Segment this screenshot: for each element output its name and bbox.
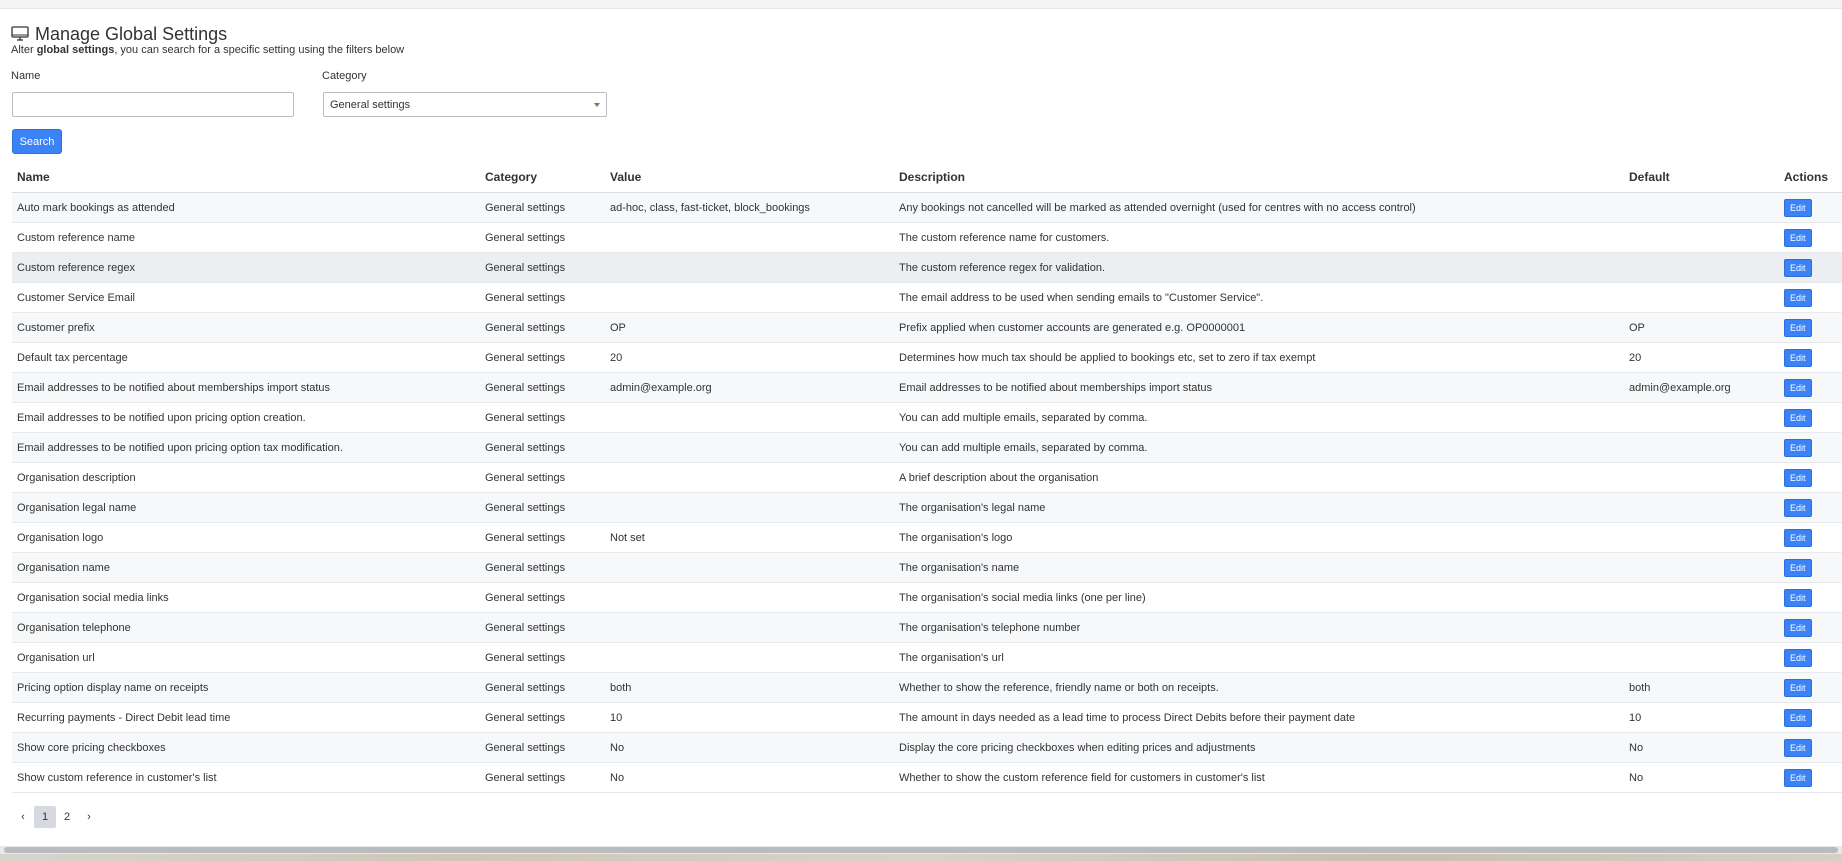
cell-name: Auto mark bookings as attended: [12, 193, 480, 223]
cell-description: Any bookings not cancelled will be marked as attended overnight (used for centres with no access control): [894, 193, 1624, 223]
cell-value: [605, 403, 894, 433]
edit-button[interactable]: Edit: [1784, 319, 1812, 337]
edit-button[interactable]: Edit: [1784, 469, 1812, 487]
cell-category: General settings: [480, 463, 605, 493]
cell-value: [605, 643, 894, 673]
table-row: [12, 253, 1842, 283]
cell-actions: [1779, 343, 1842, 373]
cell-actions: [1779, 223, 1842, 253]
pagination: [12, 806, 100, 828]
edit-button[interactable]: Edit: [1784, 619, 1812, 637]
cell-category: General settings: [480, 283, 605, 313]
cell-actions: [1779, 253, 1842, 283]
cell-description: The amount in days needed as a lead time to process Direct Debits before their payment date: [894, 703, 1624, 733]
horizontal-scrollbar[interactable]: [0, 846, 1842, 854]
cell-default: [1624, 583, 1779, 613]
cell-description: Prefix applied when customer accounts are generated e.g. OP0000001: [894, 313, 1624, 343]
cell-description: Determines how much tax should be applied to bookings etc, set to zero if tax exempt: [894, 343, 1624, 373]
cell-default: [1624, 613, 1779, 643]
cell-category: General settings: [480, 313, 605, 343]
cell-category: General settings: [480, 403, 605, 433]
cell-value: Not set: [605, 523, 894, 553]
cell-category: General settings: [480, 673, 605, 703]
cell-description: You can add multiple emails, separated by comma.: [894, 433, 1624, 463]
cell-actions: [1779, 523, 1842, 553]
category-select[interactable]: [323, 92, 607, 117]
cell-default: [1624, 493, 1779, 523]
cell-category: General settings: [480, 493, 605, 523]
cell-default: [1624, 253, 1779, 283]
category-filter-label: Category: [322, 70, 367, 82]
category-select-value: General settings: [330, 98, 411, 111]
table-row: [12, 703, 1842, 733]
cell-category: General settings: [480, 343, 605, 373]
cell-actions: [1779, 493, 1842, 523]
edit-button[interactable]: Edit: [1784, 559, 1812, 577]
cell-value: admin@example.org: [605, 373, 894, 403]
edit-button[interactable]: Edit: [1784, 769, 1812, 787]
cell-description: The organisation's social media links (one per line): [894, 583, 1624, 613]
cell-description: Whether to show the reference, friendly name or both on receipts.: [894, 673, 1624, 703]
edit-button[interactable]: Edit: [1784, 409, 1812, 427]
cell-name: Show core pricing checkboxes: [12, 733, 480, 763]
cell-actions: [1779, 373, 1842, 403]
cell-category: General settings: [480, 253, 605, 283]
cell-description: The organisation's legal name: [894, 493, 1624, 523]
cell-default: [1624, 223, 1779, 253]
table-row: [12, 553, 1842, 583]
settings-table-wrap: [12, 162, 1842, 793]
cell-category: General settings: [480, 433, 605, 463]
table-header-row: [12, 162, 1842, 193]
cell-default: No: [1624, 763, 1779, 793]
table-row: [12, 493, 1842, 523]
cell-description: You can add multiple emails, separated by comma.: [894, 403, 1624, 433]
cell-default: [1624, 463, 1779, 493]
cell-value: 10: [605, 703, 894, 733]
cell-value: No: [605, 763, 894, 793]
edit-button[interactable]: Edit: [1784, 229, 1812, 247]
cell-actions: [1779, 283, 1842, 313]
pagination-prev[interactable]: ‹: [21, 811, 25, 823]
cell-actions: [1779, 733, 1842, 763]
edit-button[interactable]: Edit: [1784, 379, 1812, 397]
edit-button[interactable]: Edit: [1784, 199, 1812, 217]
cell-actions: [1779, 553, 1842, 583]
cell-value: both: [605, 673, 894, 703]
cell-name: Email addresses to be notified upon pricing option creation.: [12, 403, 480, 433]
column-header-default[interactable]: Default: [1624, 162, 1779, 193]
column-header-value[interactable]: Value: [605, 162, 894, 193]
cell-name: Organisation logo: [12, 523, 480, 553]
cell-description: The custom reference name for customers.: [894, 223, 1624, 253]
edit-button[interactable]: Edit: [1784, 259, 1812, 277]
column-header-category[interactable]: Category: [480, 162, 605, 193]
cell-default: [1624, 283, 1779, 313]
cell-value: [605, 583, 894, 613]
cell-category: General settings: [480, 373, 605, 403]
cell-default: [1624, 523, 1779, 553]
cell-value: No: [605, 733, 894, 763]
page-subtitle: [11, 44, 404, 56]
cell-category: General settings: [480, 193, 605, 223]
cell-category: General settings: [480, 763, 605, 793]
cell-actions: [1779, 673, 1842, 703]
subtitle-suffix: , you can search for a specific setting using the filters below: [114, 44, 405, 56]
cell-category: General settings: [480, 523, 605, 553]
pagination-page-2[interactable]: 2: [63, 811, 71, 823]
cell-description: The custom reference regex for validation.: [894, 253, 1624, 283]
cell-default: No: [1624, 733, 1779, 763]
cell-actions: [1779, 703, 1842, 733]
cell-value: [605, 253, 894, 283]
cell-default: 20: [1624, 343, 1779, 373]
cell-default: [1624, 403, 1779, 433]
cell-name: Custom reference regex: [12, 253, 480, 283]
page-title-text: Manage Global Settings: [35, 23, 228, 44]
cell-description: Display the core pricing checkboxes when editing prices and adjustments: [894, 733, 1624, 763]
edit-button[interactable]: Edit: [1784, 709, 1812, 727]
cell-actions: [1779, 403, 1842, 433]
cell-description: A brief description about the organisation: [894, 463, 1624, 493]
cell-default: OP: [1624, 313, 1779, 343]
cell-name: Organisation legal name: [12, 493, 480, 523]
table-row: [12, 643, 1842, 673]
cell-name: Email addresses to be notified about memberships import status: [12, 373, 480, 403]
cell-description: The organisation's url: [894, 643, 1624, 673]
cell-name: Organisation description: [12, 463, 480, 493]
edit-button[interactable]: Edit: [1784, 589, 1812, 607]
cell-value: [605, 223, 894, 253]
cell-default: admin@example.org: [1624, 373, 1779, 403]
cell-actions: [1779, 613, 1842, 643]
cell-category: General settings: [480, 223, 605, 253]
table-row: [12, 763, 1842, 793]
name-filter-input[interactable]: [12, 92, 294, 117]
cell-name: Pricing option display name on receipts: [12, 673, 480, 703]
table-row: [12, 433, 1842, 463]
cell-value: [605, 283, 894, 313]
subtitle-bold: global settings: [36, 44, 115, 56]
cell-value: ad-hoc, class, fast-ticket, block_bookings: [605, 193, 894, 223]
cell-name: Recurring payments - Direct Debit lead time: [12, 703, 480, 733]
cell-category: General settings: [480, 643, 605, 673]
edit-button[interactable]: Edit: [1784, 739, 1812, 757]
cell-description: The organisation's telephone number: [894, 613, 1624, 643]
column-header-actions: Actions: [1779, 162, 1842, 193]
cell-actions: [1779, 313, 1842, 343]
settings-table: [12, 162, 1842, 793]
cell-description: The organisation's name: [894, 553, 1624, 583]
cell-description: The organisation's logo: [894, 523, 1624, 553]
table-row: [12, 373, 1842, 403]
name-filter-label: Name: [11, 70, 41, 82]
cell-value: [605, 553, 894, 583]
cell-value: [605, 433, 894, 463]
edit-button[interactable]: Edit: [1784, 289, 1812, 307]
edit-button[interactable]: Edit: [1784, 529, 1812, 547]
table-row: [12, 313, 1842, 343]
pagination-next[interactable]: ›: [87, 811, 91, 823]
cell-value: OP: [605, 313, 894, 343]
column-header-name[interactable]: Name: [12, 162, 480, 193]
cell-name: Customer Service Email: [12, 283, 480, 313]
cell-description: The email address to be used when sending emails to "Customer Service".: [894, 283, 1624, 313]
cell-category: General settings: [480, 703, 605, 733]
pagination-page-1[interactable]: 1: [34, 806, 56, 828]
table-row: [12, 463, 1842, 493]
cell-default: [1624, 643, 1779, 673]
cell-value: [605, 493, 894, 523]
cell-value: 20: [605, 343, 894, 373]
subtitle-prefix: Alter: [11, 44, 37, 56]
column-header-description[interactable]: Description: [894, 162, 1624, 193]
monitor-icon: [11, 26, 29, 42]
cell-value: [605, 613, 894, 643]
search-button[interactable]: Search: [12, 129, 62, 154]
cell-default: [1624, 433, 1779, 463]
table-row: [12, 403, 1842, 433]
cell-name: Default tax percentage: [12, 343, 480, 373]
cell-category: General settings: [480, 613, 605, 643]
cell-name: Custom reference name: [12, 223, 480, 253]
cell-default: [1624, 553, 1779, 583]
cell-name: Customer prefix: [12, 313, 480, 343]
cell-description: Email addresses to be notified about memberships import status: [894, 373, 1624, 403]
cell-description: Whether to show the custom reference field for customers in customer's list: [894, 763, 1624, 793]
table-row: [12, 613, 1842, 643]
table-row: [12, 223, 1842, 253]
cell-name: Organisation telephone: [12, 613, 480, 643]
table-body: [12, 193, 1842, 793]
table-row: [12, 583, 1842, 613]
table-row: [12, 733, 1842, 763]
cell-name: Organisation social media links: [12, 583, 480, 613]
cell-category: General settings: [480, 583, 605, 613]
cell-category: General settings: [480, 733, 605, 763]
table-row: [12, 673, 1842, 703]
edit-button[interactable]: Edit: [1784, 439, 1812, 457]
cell-actions: [1779, 643, 1842, 673]
bottom-strip: [0, 854, 1842, 861]
table-row: [12, 523, 1842, 553]
scrollbar-thumb[interactable]: [4, 847, 1838, 853]
cell-default: [1624, 193, 1779, 223]
edit-button[interactable]: Edit: [1784, 649, 1812, 667]
cell-actions: [1779, 583, 1842, 613]
edit-button[interactable]: Edit: [1784, 349, 1812, 367]
cell-actions: [1779, 763, 1842, 793]
cell-name: Email addresses to be notified upon pricing option tax modification.: [12, 433, 480, 463]
cell-actions: [1779, 433, 1842, 463]
edit-button[interactable]: Edit: [1784, 499, 1812, 517]
edit-button[interactable]: Edit: [1784, 679, 1812, 697]
cell-category: General settings: [480, 553, 605, 583]
cell-name: Organisation url: [12, 643, 480, 673]
table-row: [12, 193, 1842, 223]
cell-name: Organisation name: [12, 553, 480, 583]
cell-value: [605, 463, 894, 493]
table-row: [12, 283, 1842, 313]
table-row: [12, 343, 1842, 373]
cell-name: Show custom reference in customer's list: [12, 763, 480, 793]
cell-actions: [1779, 463, 1842, 493]
cell-actions: [1779, 193, 1842, 223]
chevron-down-icon: [594, 103, 600, 107]
cell-default: 10: [1624, 703, 1779, 733]
cell-default: both: [1624, 673, 1779, 703]
settings-page: [0, 8, 1842, 848]
